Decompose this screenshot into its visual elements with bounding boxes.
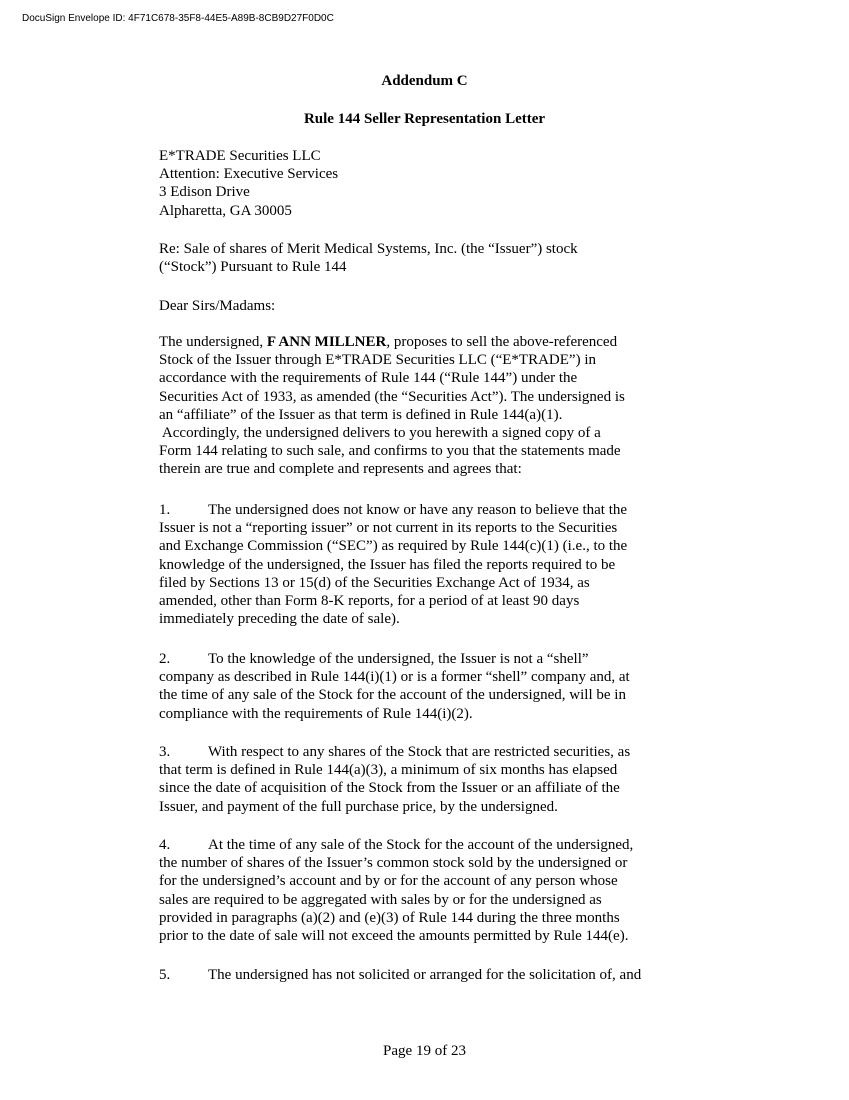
paragraph-number: 2. [159,651,171,667]
intro-pre-name: The undersigned, [159,334,267,350]
paragraph-line: filed by Sections 13 or 15(d) of the Securities Exchange Act of 1934, as [159,574,590,591]
address-line: Attention: Executive Services [159,166,339,183]
paragraph-first-line: The undersigned has not solicited or arranged for the solicitation of, and [208,967,642,983]
letter-title: Rule 144 Seller Representation Letter [303,111,546,127]
paragraph-5 [159,966,641,984]
paragraph-1 [159,501,627,628]
intro-line: Accordingly, the undersigned delivers to you herewith a signed copy of a [159,425,601,442]
paragraph-line: that term is defined in Rule 144(a)(3), a minimum of six months has elapsed [159,762,618,779]
paragraph-first-line: At the time of any sale of the Stock for the account of the undersigned, [208,837,634,853]
paragraph-line: company as described in Rule 144(i)(1) or is a former “shell” company and, at [159,669,630,686]
intro-line: Securities Act of 1933, as amended (the “Securities Act”). The undersigned is [159,388,625,405]
paragraph-line: sales are required to be aggregated with sales by or for the undersigned as [159,891,602,908]
address-line: Alpharetta, GA 30005 [159,202,292,219]
paragraph-3 [159,743,630,816]
paragraph-2 [159,650,630,723]
paragraph-line: since the date of acquisition of the Stock from the Issuer or an affiliate of the [159,780,620,797]
re-line: (“Stock”) Pursuant to Rule 144 [159,259,347,276]
paragraph-line: amended, other than Form 8-K reports, for a period of at least 90 days [159,593,580,610]
address-line: 3 Edison Drive [159,184,250,201]
paragraph-line: Issuer, and payment of the full purchase price, by the undersigned. [159,798,558,815]
paragraph-first-line: With respect to any shares of the Stock that are restricted securities, as [208,744,631,760]
paragraph-line: immediately preceding the date of sale). [159,611,400,628]
addendum-title: Addendum C [381,73,468,89]
intro-paragraph [159,333,625,479]
paragraph-number: 3. [159,744,171,760]
paragraph-line: knowledge of the undersigned, the Issuer has filed the reports required to be [159,556,616,573]
paragraph-line: the number of shares of the Issuer’s common stock sold by the undersigned or [159,855,628,872]
paragraph-line: the time of any sale of the Stock for the account of the undersigned, will be in [159,687,626,704]
paragraph-line: and Exchange Commission (“SEC”) as required by Rule 144(c)(1) (i.e., to the [159,538,628,555]
intro-line: therein are true and complete and represents and agrees that: [159,461,522,478]
re-block [159,240,578,276]
paragraph-line: for the undersigned’s account and by or for the account of any person whose [159,873,618,890]
paragraph-number: 4. [159,837,171,853]
intro-line: Form 144 relating to such sale, and confirms to you that the statements made [159,443,621,460]
paragraph-line: Issuer is not a “reporting issuer” or not current in its reports to the Securities [159,520,618,537]
re-line: Re: Sale of shares of Merit Medical Systems, Inc. (the “Issuer”) stock [159,241,578,257]
paragraph-line: compliance with the requirements of Rule 144(i)(2). [159,705,473,722]
paragraph-number: 5. [159,967,171,983]
paragraph-first-line: The undersigned does not know or have any reason to believe that the [208,502,628,518]
paragraph-line: prior to the date of sale will not exceed the amounts permitted by Rule 144(e). [159,928,629,945]
salutation: Dear Sirs/Madams: [159,298,276,314]
seller-name: F ANN MILLNER [266,334,387,350]
address-block [159,147,338,220]
address-line: E*TRADE Securities LLC [159,148,321,164]
paragraph-first-line: To the knowledge of the undersigned, the Issuer is not a “shell” [208,651,589,667]
page-number: Page 19 of 23 [383,1043,466,1059]
paragraph-4 [159,836,633,945]
intro-post-name: , proposes to sell the above-referenced [386,334,618,350]
intro-line: Stock of the Issuer through E*TRADE Securities LLC (“E*TRADE”) in [159,352,596,369]
envelope-id: DocuSign Envelope ID: 4F71C678-35F8-44E5-A89B-8CB9D27F0D0C [22,13,334,24]
paragraph-number: 1. [159,502,171,518]
intro-line: accordance with the requirements of Rule 144 (“Rule 144”) under the [159,370,578,387]
intro-line: an “affiliate” of the Issuer as that term is defined in Rule 144(a)(1). [159,406,563,423]
paragraph-line: provided in paragraphs (a)(2) and (e)(3) of Rule 144 during the three months [159,909,620,926]
